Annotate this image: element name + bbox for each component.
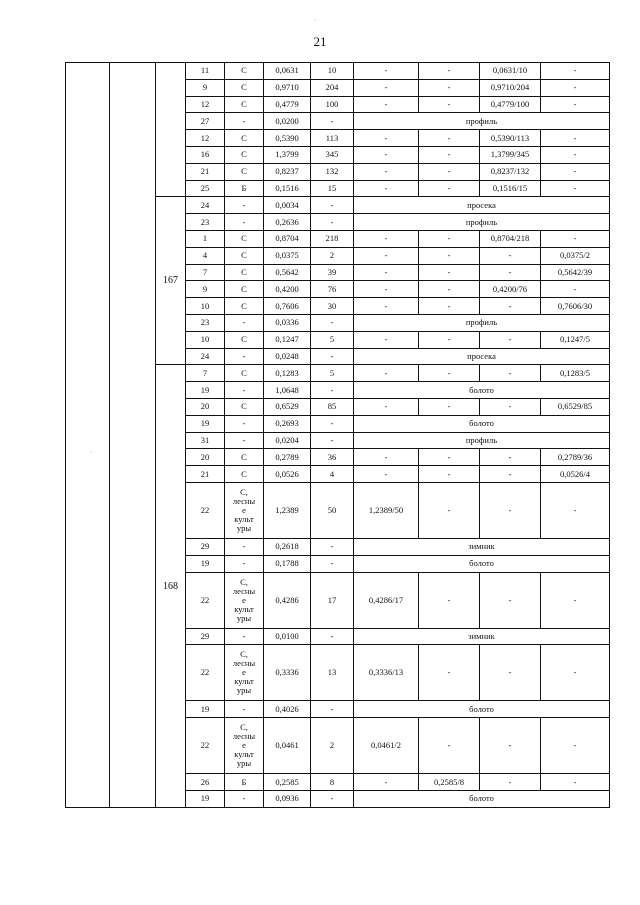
value-cell-col8: - xyxy=(541,482,610,538)
land-category-note: зимник xyxy=(354,538,610,555)
plot-number-cell: 26 xyxy=(186,774,225,791)
volume-cell: 50 xyxy=(311,482,354,538)
volume-cell: - xyxy=(311,555,354,572)
species-cell: Б xyxy=(225,180,264,197)
species-cell: - xyxy=(225,314,264,331)
volume-cell: 113 xyxy=(311,130,354,147)
species-cell: С xyxy=(225,398,264,415)
volume-cell: 345 xyxy=(311,146,354,163)
species-cell: - xyxy=(225,197,264,214)
value-cell-col8: 0,6529/85 xyxy=(541,398,610,415)
blank-column-1 xyxy=(66,63,110,808)
value-cell-col8: 0,5642/39 xyxy=(541,264,610,281)
plot-number-cell: 20 xyxy=(186,449,225,466)
value-cell-col8: - xyxy=(541,281,610,298)
value-cell-col7: - xyxy=(480,466,541,483)
species-cell: - xyxy=(225,113,264,130)
value-cell-col5: - xyxy=(354,79,419,96)
value-cell-col6: - xyxy=(419,331,480,348)
area-cell: 0,1247 xyxy=(264,331,311,348)
value-cell-col6: - xyxy=(419,63,480,80)
value-cell-col8: 0,0526/4 xyxy=(541,466,610,483)
value-cell-col7: 0,4200/76 xyxy=(480,281,541,298)
value-cell-col7: 0,5390/113 xyxy=(480,130,541,147)
species-cell: С xyxy=(225,331,264,348)
species-cell: С xyxy=(225,281,264,298)
value-cell-col5: - xyxy=(354,365,419,382)
plot-number-cell: 23 xyxy=(186,314,225,331)
species-cell: С xyxy=(225,130,264,147)
plot-number-cell: 29 xyxy=(186,538,225,555)
value-cell-col7: 0,8704/218 xyxy=(480,230,541,247)
plot-number-cell: 19 xyxy=(186,382,225,399)
plot-number-cell: 24 xyxy=(186,197,225,214)
volume-cell: - xyxy=(311,701,354,718)
value-cell-col8: - xyxy=(541,163,610,180)
species-cell: С xyxy=(225,163,264,180)
species-cell: С xyxy=(225,298,264,315)
plot-number-cell: 4 xyxy=(186,247,225,264)
land-category-note: просека xyxy=(354,348,610,365)
value-cell-col7: 0,8237/132 xyxy=(480,163,541,180)
plot-number-cell: 22 xyxy=(186,718,225,774)
area-cell: 1,2389 xyxy=(264,482,311,538)
land-category-note: профиль xyxy=(354,314,610,331)
species-cell: С xyxy=(225,63,264,80)
value-cell-col6: - xyxy=(419,281,480,298)
plot-number-cell: 22 xyxy=(186,572,225,628)
volume-cell: 5 xyxy=(311,365,354,382)
plot-number-cell: 10 xyxy=(186,331,225,348)
value-cell-col8: - xyxy=(541,146,610,163)
value-cell-col5: - xyxy=(354,163,419,180)
plot-number-cell: 21 xyxy=(186,466,225,483)
volume-cell: 8 xyxy=(311,774,354,791)
species-cell: С xyxy=(225,264,264,281)
value-cell-col6: - xyxy=(419,398,480,415)
area-cell: 1,0648 xyxy=(264,382,311,399)
volume-cell: - xyxy=(311,348,354,365)
value-cell-col8: - xyxy=(541,718,610,774)
volume-cell: - xyxy=(311,197,354,214)
value-cell-col7: - xyxy=(480,247,541,264)
plot-number-cell: 31 xyxy=(186,432,225,449)
value-cell-col7: - xyxy=(480,718,541,774)
species-cell: - xyxy=(225,555,264,572)
scan-speck: · xyxy=(314,16,317,25)
value-cell-col8: 0,1283/5 xyxy=(541,365,610,382)
plot-number-cell: 1 xyxy=(186,230,225,247)
area-cell: 0,0631 xyxy=(264,63,311,80)
land-category-note: профиль xyxy=(354,214,610,231)
species-cell: С xyxy=(225,230,264,247)
plot-number-cell: 22 xyxy=(186,645,225,701)
value-cell-col5: - xyxy=(354,449,419,466)
value-cell-col8: - xyxy=(541,130,610,147)
plot-number-cell: 24 xyxy=(186,348,225,365)
area-cell: 0,3336 xyxy=(264,645,311,701)
species-cell: С xyxy=(225,79,264,96)
value-cell-col6: - xyxy=(419,645,480,701)
value-cell-col8: - xyxy=(541,572,610,628)
volume-cell: - xyxy=(311,214,354,231)
area-cell: 0,0526 xyxy=(264,466,311,483)
value-cell-col7: - xyxy=(480,365,541,382)
blank-column-2 xyxy=(110,63,156,808)
area-cell: 0,0034 xyxy=(264,197,311,214)
value-cell-col6: - xyxy=(419,449,480,466)
value-cell-col7: - xyxy=(480,774,541,791)
volume-cell: 218 xyxy=(311,230,354,247)
value-cell-col6: - xyxy=(419,466,480,483)
value-cell-col6: - xyxy=(419,230,480,247)
value-cell-col5: - xyxy=(354,63,419,80)
volume-cell: 100 xyxy=(311,96,354,113)
area-cell: 0,8237 xyxy=(264,163,311,180)
volume-cell: 76 xyxy=(311,281,354,298)
volume-cell: 132 xyxy=(311,163,354,180)
plot-number-cell: 11 xyxy=(186,63,225,80)
area-cell: 0,1283 xyxy=(264,365,311,382)
scan-speck: · xyxy=(90,448,93,457)
species-cell: - xyxy=(225,348,264,365)
land-category-note: болото xyxy=(354,415,610,432)
area-cell: 0,4286 xyxy=(264,572,311,628)
area-cell: 0,9710 xyxy=(264,79,311,96)
value-cell-col6: - xyxy=(419,718,480,774)
species-cell: - xyxy=(225,415,264,432)
value-cell-col5: - xyxy=(354,130,419,147)
value-cell-col7: - xyxy=(480,482,541,538)
volume-cell: 10 xyxy=(311,63,354,80)
plot-number-cell: 25 xyxy=(186,180,225,197)
value-cell-col5: - xyxy=(354,264,419,281)
value-cell-col8: - xyxy=(541,96,610,113)
value-cell-col6: - xyxy=(419,79,480,96)
value-cell-col5: - xyxy=(354,146,419,163)
value-cell-col5: 0,0461/2 xyxy=(354,718,419,774)
plot-number-cell: 10 xyxy=(186,298,225,315)
species-cell: С xyxy=(225,96,264,113)
land-category-note: профиль xyxy=(354,432,610,449)
value-cell-col6: - xyxy=(419,130,480,147)
species-cell: С, лесны е культ уры xyxy=(225,572,264,628)
quarter-number-cell: 167 xyxy=(156,197,186,365)
plot-number-cell: 20 xyxy=(186,398,225,415)
area-cell: 0,2693 xyxy=(264,415,311,432)
species-cell: - xyxy=(225,382,264,399)
value-cell-col7: - xyxy=(480,645,541,701)
plot-number-cell: 16 xyxy=(186,146,225,163)
value-cell-col5: - xyxy=(354,96,419,113)
table-row xyxy=(66,63,610,80)
volume-cell: 85 xyxy=(311,398,354,415)
area-cell: 0,0336 xyxy=(264,314,311,331)
area-cell: 0,0204 xyxy=(264,432,311,449)
value-cell-col6: - xyxy=(419,365,480,382)
value-cell-col5: 0,4286/17 xyxy=(354,572,419,628)
volume-cell: 4 xyxy=(311,466,354,483)
plot-number-cell: 27 xyxy=(186,113,225,130)
forest-plot-table xyxy=(65,62,610,808)
species-cell: С xyxy=(225,247,264,264)
volume-cell: 13 xyxy=(311,645,354,701)
area-cell: 0,2585 xyxy=(264,774,311,791)
area-cell: 0,2636 xyxy=(264,214,311,231)
species-cell: С, лесны е культ уры xyxy=(225,482,264,538)
species-cell: - xyxy=(225,432,264,449)
area-cell: 0,4779 xyxy=(264,96,311,113)
value-cell-col8: 0,0375/2 xyxy=(541,247,610,264)
plot-number-cell: 19 xyxy=(186,415,225,432)
volume-cell: - xyxy=(311,628,354,645)
land-category-note: болото xyxy=(354,382,610,399)
value-cell-col6: 0,2585/8 xyxy=(419,774,480,791)
value-cell-col7: 0,9710/204 xyxy=(480,79,541,96)
volume-cell: 39 xyxy=(311,264,354,281)
plot-number-cell: 9 xyxy=(186,281,225,298)
plot-number-cell: 23 xyxy=(186,214,225,231)
volume-cell: - xyxy=(311,113,354,130)
species-cell: Б xyxy=(225,774,264,791)
plot-number-cell: 7 xyxy=(186,365,225,382)
value-cell-col6: - xyxy=(419,146,480,163)
value-cell-col8: 0,7606/30 xyxy=(541,298,610,315)
species-cell: - xyxy=(225,701,264,718)
value-cell-col8: - xyxy=(541,180,610,197)
value-cell-col7: 0,4779/100 xyxy=(480,96,541,113)
value-cell-col7: - xyxy=(480,264,541,281)
land-category-note: просека xyxy=(354,197,610,214)
value-cell-col6: - xyxy=(419,180,480,197)
volume-cell: - xyxy=(311,415,354,432)
area-cell: 0,5390 xyxy=(264,130,311,147)
volume-cell: - xyxy=(311,432,354,449)
area-cell: 0,2618 xyxy=(264,538,311,555)
area-cell: 0,7606 xyxy=(264,298,311,315)
land-category-note: болото xyxy=(354,555,610,572)
value-cell-col6: - xyxy=(419,163,480,180)
plot-number-cell: 9 xyxy=(186,79,225,96)
volume-cell: 204 xyxy=(311,79,354,96)
value-cell-col6: - xyxy=(419,298,480,315)
land-category-note: болото xyxy=(354,790,610,807)
value-cell-col5: - xyxy=(354,281,419,298)
volume-cell: 36 xyxy=(311,449,354,466)
quarter-number-cell xyxy=(156,63,186,197)
value-cell-col7: - xyxy=(480,572,541,628)
area-cell: 0,0200 xyxy=(264,113,311,130)
value-cell-col6: - xyxy=(419,264,480,281)
value-cell-col6: - xyxy=(419,247,480,264)
value-cell-col8: 0,1247/5 xyxy=(541,331,610,348)
value-cell-col5: - xyxy=(354,247,419,264)
value-cell-col6: - xyxy=(419,96,480,113)
volume-cell: - xyxy=(311,538,354,555)
value-cell-col6: - xyxy=(419,482,480,538)
species-cell: - xyxy=(225,628,264,645)
volume-cell: 5 xyxy=(311,331,354,348)
land-category-note: профиль xyxy=(354,113,610,130)
plot-number-cell: 22 xyxy=(186,482,225,538)
value-cell-col5: 1,2389/50 xyxy=(354,482,419,538)
area-cell: 0,0100 xyxy=(264,628,311,645)
plot-number-cell: 12 xyxy=(186,130,225,147)
area-cell: 0,0936 xyxy=(264,790,311,807)
value-cell-col5: 0,3336/13 xyxy=(354,645,419,701)
plot-number-cell: 7 xyxy=(186,264,225,281)
land-category-note: зимник xyxy=(354,628,610,645)
area-cell: 0,4026 xyxy=(264,701,311,718)
value-cell-col7: - xyxy=(480,398,541,415)
value-cell-col7: - xyxy=(480,331,541,348)
volume-cell: 15 xyxy=(311,180,354,197)
area-cell: 0,8704 xyxy=(264,230,311,247)
area-cell: 0,0248 xyxy=(264,348,311,365)
value-cell-col8: - xyxy=(541,79,610,96)
area-cell: 0,4200 xyxy=(264,281,311,298)
plot-number-cell: 21 xyxy=(186,163,225,180)
value-cell-col8: - xyxy=(541,645,610,701)
volume-cell: - xyxy=(311,314,354,331)
volume-cell: 30 xyxy=(311,298,354,315)
area-cell: 0,2789 xyxy=(264,449,311,466)
value-cell-col7: - xyxy=(480,449,541,466)
volume-cell: 2 xyxy=(311,247,354,264)
value-cell-col8: - xyxy=(541,63,610,80)
value-cell-col7: 1,3799/345 xyxy=(480,146,541,163)
plot-number-cell: 29 xyxy=(186,628,225,645)
plot-number-cell: 12 xyxy=(186,96,225,113)
page-number: 21 xyxy=(313,34,327,49)
species-cell: С xyxy=(225,146,264,163)
value-cell-col8: - xyxy=(541,230,610,247)
value-cell-col8: - xyxy=(541,774,610,791)
value-cell-col8: 0,2789/36 xyxy=(541,449,610,466)
value-cell-col6: - xyxy=(419,572,480,628)
area-cell: 0,6529 xyxy=(264,398,311,415)
species-cell: - xyxy=(225,790,264,807)
value-cell-col5: - xyxy=(354,298,419,315)
volume-cell: - xyxy=(311,790,354,807)
plot-number-cell: 19 xyxy=(186,790,225,807)
area-cell: 0,5642 xyxy=(264,264,311,281)
plot-number-cell: 19 xyxy=(186,701,225,718)
value-cell-col5: - xyxy=(354,398,419,415)
plot-number-cell: 19 xyxy=(186,555,225,572)
species-cell: - xyxy=(225,538,264,555)
species-cell: С xyxy=(225,449,264,466)
species-cell: С xyxy=(225,466,264,483)
land-category-note: болото xyxy=(354,701,610,718)
area-cell: 0,1516 xyxy=(264,180,311,197)
area-cell: 0,0375 xyxy=(264,247,311,264)
value-cell-col5: - xyxy=(354,466,419,483)
area-cell: 0,0461 xyxy=(264,718,311,774)
species-cell: - xyxy=(225,214,264,231)
quarter-number-cell: 168 xyxy=(156,365,186,807)
area-cell: 0,1788 xyxy=(264,555,311,572)
volume-cell: - xyxy=(311,382,354,399)
species-cell: С, лесны е культ уры xyxy=(225,718,264,774)
volume-cell: 17 xyxy=(311,572,354,628)
value-cell-col7: 0,1516/15 xyxy=(480,180,541,197)
value-cell-col5: - xyxy=(354,331,419,348)
area-cell: 1,3799 xyxy=(264,146,311,163)
value-cell-col5: - xyxy=(354,774,419,791)
value-cell-col7: 0,0631/10 xyxy=(480,63,541,80)
species-cell: С, лесны е культ уры xyxy=(225,645,264,701)
species-cell: С xyxy=(225,365,264,382)
value-cell-col7: - xyxy=(480,298,541,315)
volume-cell: 2 xyxy=(311,718,354,774)
value-cell-col5: - xyxy=(354,230,419,247)
value-cell-col5: - xyxy=(354,180,419,197)
